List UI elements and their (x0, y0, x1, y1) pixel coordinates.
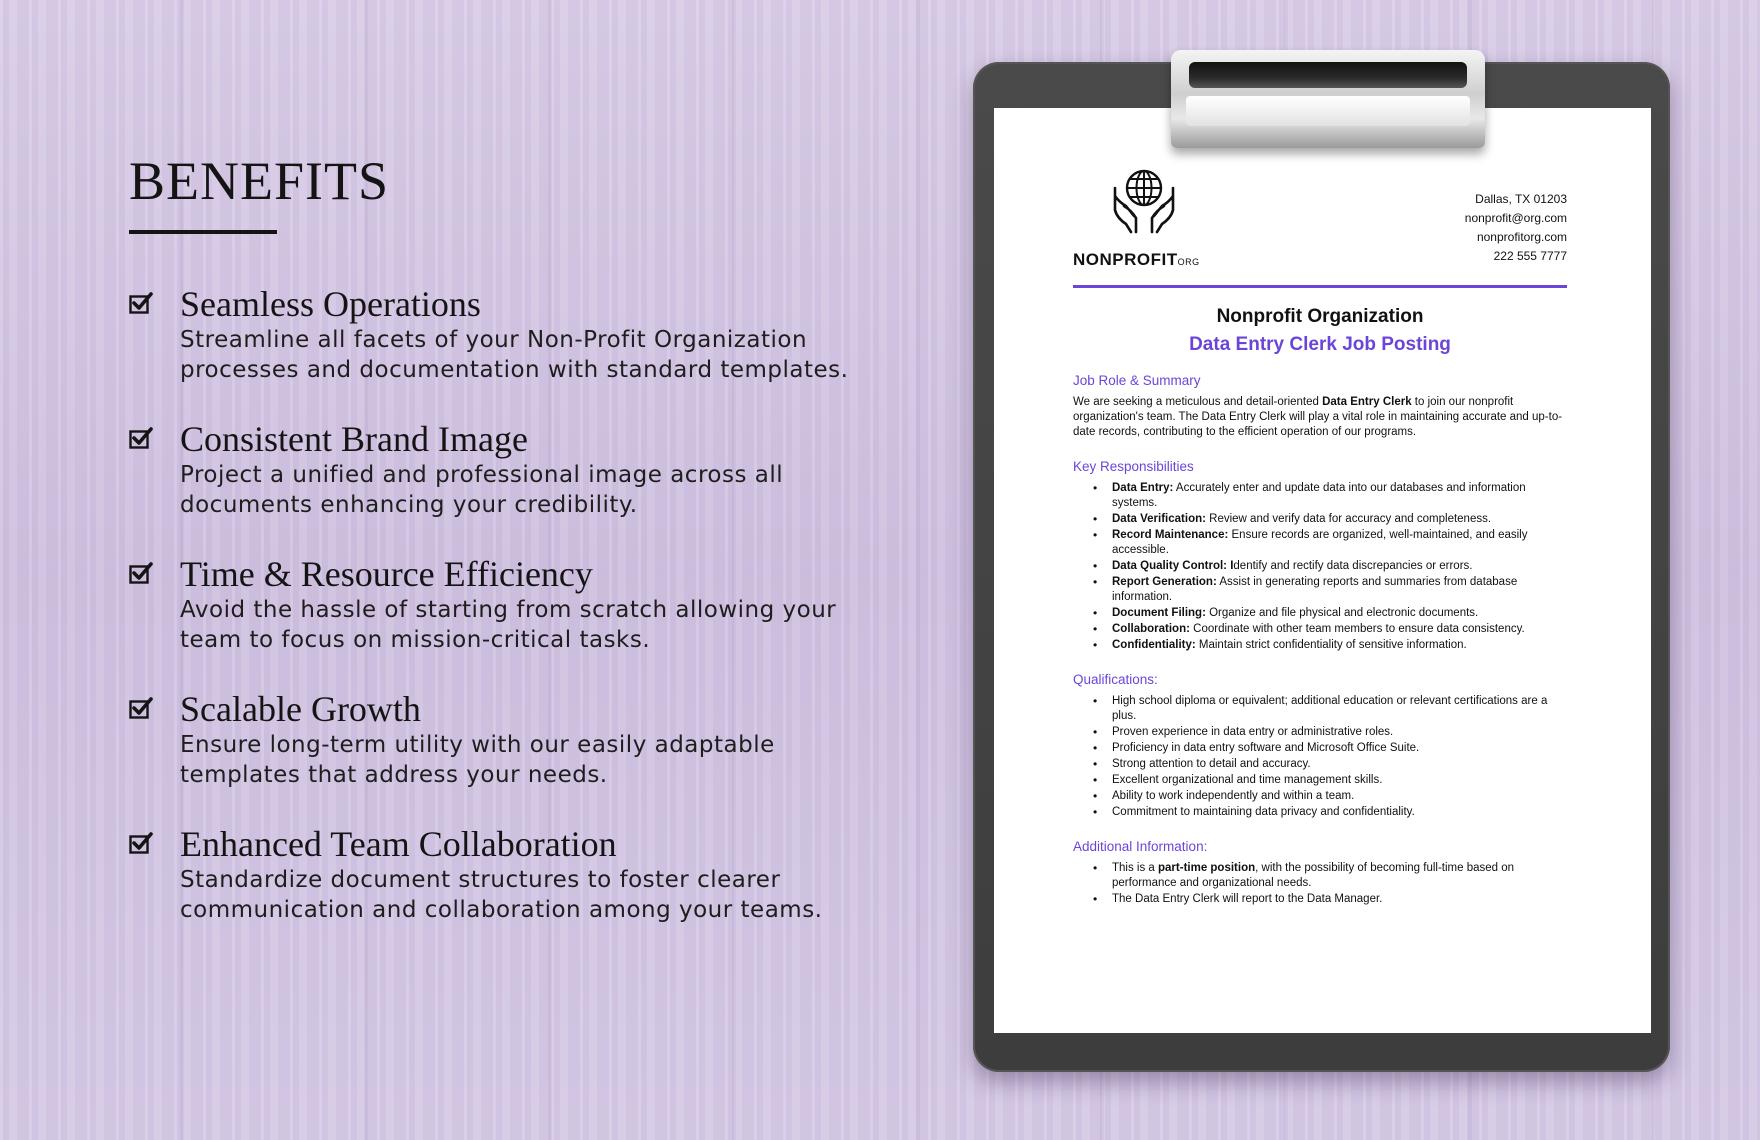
section-qualifications (1073, 672, 1567, 820)
item-label: Document Filing: (1112, 607, 1206, 619)
responsibilities-list (1073, 481, 1567, 653)
benefit-item (129, 689, 899, 824)
section-heading: Additional Information: (1073, 839, 1208, 854)
benefit-description: Project a unified and professional image across all documents enhancing your credibility. (180, 462, 784, 518)
checkbox-checked-icon (129, 832, 153, 854)
list-item: • High school diploma or equivalent; additional education or relevant certifications are a plus. (1073, 694, 1567, 724)
item-label: Report Generation: (1112, 576, 1217, 588)
list-item: • Excellent organizational and time management skills. (1073, 773, 1567, 788)
logo-wordmark (1073, 250, 1200, 270)
benefit-item (129, 824, 899, 959)
section-summary (1073, 373, 1567, 440)
list-item (1073, 528, 1567, 558)
qualifications-list (1073, 694, 1567, 820)
item-text: , with the possibility of becoming full-time based on performance and organizational needs. (1112, 862, 1515, 889)
item-label: Data Verification: (1112, 513, 1206, 525)
additional-info-list (1073, 861, 1567, 907)
benefit-item (129, 419, 899, 554)
header-divider (1073, 285, 1567, 288)
checkbox-checked-icon (129, 562, 153, 584)
item-text: Ensure records are organized, well-maintained, and easily accessible. (1112, 529, 1528, 556)
benefit-list (129, 284, 899, 959)
summary-bold: Data Entry Clerk (1322, 396, 1412, 408)
list-item (1073, 638, 1567, 653)
summary-text: to join our nonprofit organization's team. The Data Entry Clerk will play a vital role in maintaining accurate and up-to-date records, contributing to the efficient operation of our programs. (1073, 396, 1563, 438)
contact-website: nonprofitorg.com (1476, 230, 1567, 244)
list-item (1073, 606, 1567, 621)
logo-suffix: ORG (1177, 257, 1200, 267)
contact-block (1465, 190, 1567, 266)
section-heading: Job Role & Summary (1073, 373, 1201, 388)
item-text: Review and verify data for accuracy and completeness. (1205, 513, 1492, 525)
benefit-item (129, 554, 899, 689)
benefits-title: BENEFITS (129, 151, 390, 211)
benefit-title: Enhanced Team Collaboration (180, 824, 617, 864)
benefit-item (129, 284, 899, 419)
list-item (1073, 622, 1567, 637)
list-item: • Strong attention to detail and accuracy. (1073, 757, 1567, 772)
contact-address: Dallas, TX 01203 (1475, 192, 1567, 206)
section-additional-info (1073, 839, 1567, 907)
list-item (1073, 512, 1567, 527)
benefit-description: Ensure long-term utility with our easily adaptable templates that address your needs. (180, 732, 775, 788)
item-text: Coordinate with other team members to ensure data consistency. (1189, 623, 1525, 635)
benefit-title: Seamless Operations (180, 284, 481, 324)
checkbox-checked-icon (129, 292, 153, 314)
checkbox-checked-icon (129, 697, 153, 719)
item-text: dentify and rectify data discrepancies or errors. (1233, 560, 1473, 572)
checkbox-checked-icon (129, 427, 153, 449)
logo-name: NONPROFIT (1073, 250, 1178, 269)
list-item (1073, 575, 1567, 605)
benefit-title: Scalable Growth (180, 689, 421, 729)
title-underline (129, 230, 277, 234)
list-item (1073, 559, 1567, 574)
document-org-name: Nonprofit Organization (1216, 306, 1424, 327)
list-item: • Proficiency in data entry software and Microsoft Office Suite. (1073, 741, 1567, 756)
clip-plate (1186, 96, 1470, 126)
document-body (1073, 373, 1567, 926)
list-item: • Commitment to maintaining data privacy and confidentiality. (1073, 805, 1567, 820)
benefit-description: Avoid the hassle of starting from scratch allowing your team to focus on mission-critical tasks. (180, 597, 837, 653)
item-text: Maintain strict confidentiality of sensitive information. (1195, 639, 1467, 651)
document-title: Data Entry Clerk Job Posting (1189, 334, 1451, 355)
list-item: • Proven experience in data entry or administrative roles. (1073, 725, 1567, 740)
section-responsibilities (1073, 459, 1567, 653)
item-bold: part-time position (1158, 862, 1256, 874)
item-label: Collaboration: (1112, 623, 1190, 635)
clip-slot (1189, 62, 1467, 88)
section-heading: Qualifications: (1073, 672, 1158, 687)
contact-email: nonprofit@org.com (1464, 211, 1567, 225)
benefit-title: Time & Resource Efficiency (180, 554, 593, 594)
item-label: Record Maintenance: (1112, 529, 1229, 541)
benefit-description: Standardize document structures to foster clearer communication and collaboration among your teams. (180, 867, 823, 923)
section-heading: Key Responsibilities (1073, 459, 1194, 474)
globe-in-hands-icon (1109, 166, 1179, 234)
item-label: Data Entry: (1112, 482, 1174, 494)
benefit-title: Consistent Brand Image (180, 419, 528, 459)
list-item (1073, 481, 1567, 511)
item-text: Accurately enter and update data into our databases and information systems. (1112, 482, 1526, 509)
item-text: Organize and file physical and electronic documents. (1205, 607, 1479, 619)
list-item (1073, 861, 1567, 891)
benefits-panel (129, 150, 899, 959)
item-text: This is a (1112, 862, 1159, 874)
summary-text: We are seeking a meticulous and detail-oriented (1073, 396, 1323, 408)
item-label: Data Quality Control: I (1112, 560, 1234, 572)
item-text: Assist in generating reports and summaries from database information. (1112, 576, 1518, 603)
item-label: Confidentiality: (1112, 639, 1196, 651)
list-item: • The Data Entry Clerk will report to the Data Manager. (1073, 892, 1567, 907)
summary-paragraph (1073, 395, 1567, 440)
benefit-description: Streamline all facets of your Non-Profit Organization processes and documentation with standard templates. (180, 327, 849, 383)
list-item: • Ability to work independently and within a team. (1073, 789, 1567, 804)
contact-phone: 222 555 7777 (1493, 249, 1567, 263)
